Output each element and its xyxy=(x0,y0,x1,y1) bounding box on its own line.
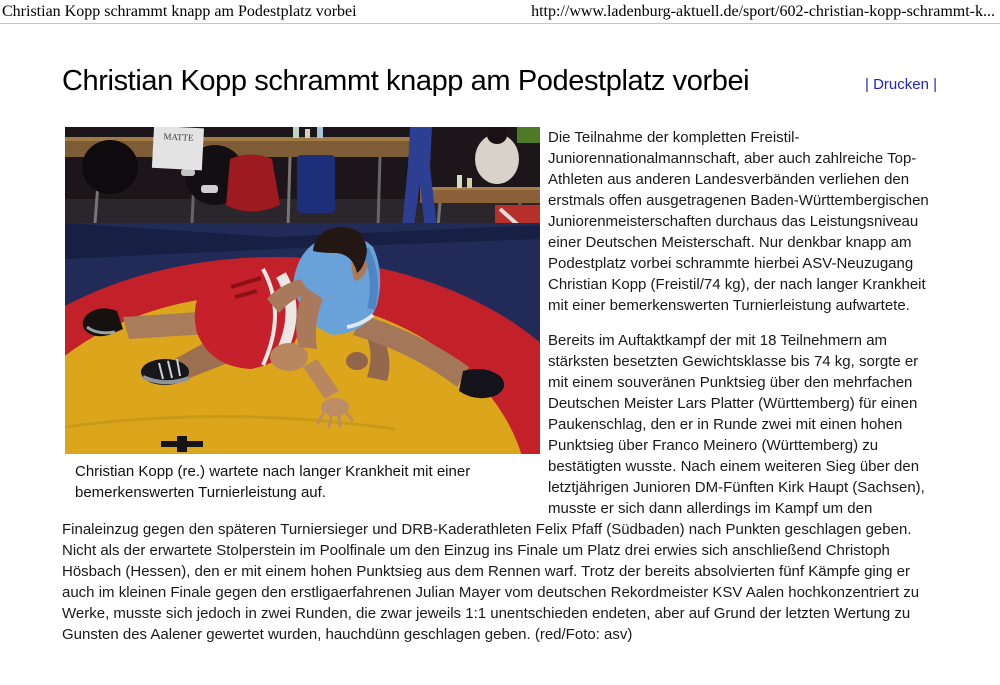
svg-text:MATTE: MATTE xyxy=(163,131,194,143)
print-header-title: Christian Kopp schrammt knapp am Podestplatz vorbei xyxy=(2,3,357,20)
article-paragraph-2: Bereits im Auftaktkampf der mit 18 Teilnehmern am stärksten besetzten Gewichtsklasse bis 74 kg, sorgte er mit einem souveränen Punktsieg über den mehrfachen Deutschen Meister Lars Platter (Württemberg) für einen Paukenschlag, den er in Runde zwei mit einen hohen Punktsieg über Franco Meinero (Württemberg) zu bestätigten wusste. Nach einem weiteren Sieg über den letztjährigen Junioren DM-Fünften Kirk Haupt (Sachsen), musste er sich dann allerdings im Kampf um den Finaleinzug gegen den späteren Turniersieger und DRB-Kaderathleten Felix Pfaff (Südbaden) nach Punkten geschlagen geben. Nicht als der erwartete Stolperstein im Poolfinale um den Einzug ins Finale um Platz drei erwies sich anschließend Christoph Hösbach (Hessen), den er mit einem hohen Punktsieg aus dem Rennen warf. Trotz der bereits absolvierten fünf Kämpfe ging er auch im kleinen Finale gegen den erstligaerfahrenen Julian Mayer vom deutschen Rekordmeister KSV Aalen hochkonzentriert zu Werke, musste sich jedoch in zwei Runden, die zwar jeweils 1:1 unentschieden endeten, aber auf Grund der letzten Wertung zu Gunsten des Aalener gewertet wurden, hauchdünn geschlagen geben. (red/Foto: asv) xyxy=(62,332,925,643)
photo-caption: Christian Kopp (re.) wartete nach langer Krankheit mit einer bemerkenswerten Turnierleistung auf. xyxy=(75,463,471,501)
print-header-url: http://www.ladenburg-aktuell.de/sport/602-christian-kopp-schrammt-k... xyxy=(531,3,995,20)
header-divider xyxy=(0,23,1000,24)
print-link[interactable]: | Drucken | xyxy=(865,76,937,93)
article-body xyxy=(62,127,937,645)
article-page xyxy=(62,63,937,659)
article-paragraph-1: Die Teilnahme der kompletten Freistil-Juniorennationalmannschaft, aber auch zahlreiche Top-Athleten aus anderen Landesverbänden verliehen den erstmals offen ausgetragenen Baden-Württembergischen Juniorenmeisterschaften durchaus das Leistungsniveau einer Deutschen Meisterschaft. Nur denkbar knapp am Podestplatz vorbei schrammte hierbei ASV-Neuzugang Christian Kopp (Freistil/74 kg), der nach langer Krankheit mit einer bemerkenswerten Turnierleistung aufwartete. xyxy=(548,129,929,314)
matte-sign xyxy=(152,127,204,170)
print-header xyxy=(2,3,995,21)
article-photo xyxy=(65,127,540,454)
article-title: Christian Kopp schrammt knapp am Podestplatz vorbei xyxy=(62,65,750,97)
title-row xyxy=(62,63,937,98)
photo-figure xyxy=(65,127,540,503)
